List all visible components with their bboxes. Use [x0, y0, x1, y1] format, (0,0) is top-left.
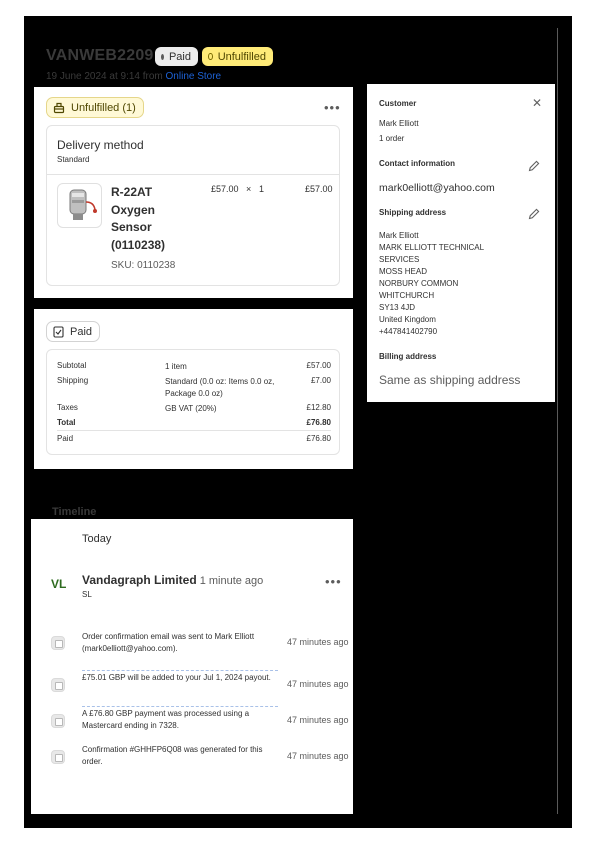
package-icon — [53, 102, 65, 114]
address-line: MOSS HEAD — [379, 267, 428, 276]
shipping-address — [379, 230, 484, 338]
timeline-event[interactable]: £75.01 GBP will be added to your Jul 1, 2024 payout. — [82, 670, 278, 684]
paid-pill — [46, 321, 100, 342]
address-line: +447841402790 — [379, 327, 438, 336]
shipping-heading: Shipping address — [379, 208, 447, 217]
row-detail: GB VAT (20%) — [165, 404, 217, 413]
order-date: 19 June 2024 at 9:14 from — [46, 71, 163, 82]
line-total: £57.00 — [305, 184, 333, 194]
unfulfilled-pill — [46, 97, 144, 118]
row-amount: £12.80 — [306, 403, 331, 412]
avatar: VL — [51, 577, 67, 591]
timeline-day: Today — [82, 533, 112, 545]
event-time: 47 minutes ago — [287, 679, 349, 689]
timeline-heading: Timeline — [52, 506, 97, 518]
address-line: SY13 4JD — [379, 303, 416, 312]
customer-heading: Customer — [379, 99, 417, 108]
row-amount: £76.80 — [306, 418, 331, 427]
customer-orders[interactable]: 1 order — [379, 134, 405, 143]
order-subtitle — [46, 71, 221, 82]
address-line: NORBURY COMMON — [379, 279, 459, 288]
oxygen-sensor-image — [58, 184, 102, 228]
timeline-card — [31, 519, 353, 814]
event-icon — [51, 750, 65, 764]
timeline-event: Order confirmation email was sent to Mark Elliott (mark0elliott@yahoo.com). — [82, 632, 255, 653]
row-label: Total — [57, 418, 76, 427]
contact-heading: Contact information — [379, 159, 455, 168]
pencil-icon[interactable] — [527, 159, 541, 173]
payment-card — [34, 309, 353, 469]
fulfillment-status-badge — [202, 47, 273, 66]
address-line: SERVICES — [379, 255, 420, 264]
address-line: WHITCHURCH — [379, 291, 435, 300]
receipt-check-icon — [53, 326, 64, 338]
event-time: 47 minutes ago — [287, 715, 349, 725]
divider — [47, 174, 339, 175]
address-line: MARK ELLIOTT TECHNICAL — [379, 243, 485, 252]
customer-name[interactable]: Mark Elliott — [379, 119, 419, 128]
row-detail: 1 item — [165, 362, 187, 371]
event-time: 47 minutes ago — [287, 751, 349, 761]
payment-status-badge — [155, 47, 198, 66]
row-label: Paid — [57, 434, 74, 443]
row-amount: £76.80 — [306, 434, 331, 443]
row-label: Shipping — [57, 376, 89, 385]
timeline-author — [82, 573, 263, 587]
sales-channel-link[interactable]: Online Store — [165, 71, 222, 82]
unfulfilled-label: Unfulfilled (1) — [71, 101, 136, 114]
product-sku: SKU: 0110238 — [111, 260, 176, 271]
row-detail: Standard (0.0 oz: Items 0.0 oz, Package 0.0 oz) — [165, 377, 275, 398]
product-name[interactable]: R-22AT Oxygen Sensor (0110238) — [111, 185, 166, 252]
ring-icon — [208, 53, 213, 60]
product-thumbnail[interactable] — [57, 183, 102, 228]
row-amount: £57.00 — [306, 361, 331, 370]
billing-heading: Billing address — [379, 352, 437, 361]
author-subtext: SL — [82, 590, 92, 599]
address-line: United Kingdom — [379, 315, 436, 324]
address-line: Mark Elliott — [379, 231, 419, 240]
dot-icon — [161, 54, 164, 60]
row-label: Subtotal — [57, 361, 87, 370]
more-horizontal-icon[interactable]: ••• — [324, 100, 341, 115]
event-icon — [51, 714, 65, 728]
author-name: Vandagraph Limited — [82, 573, 197, 587]
close-icon[interactable]: ✕ — [531, 96, 542, 110]
quantity: 1 — [259, 184, 265, 194]
row-amount: £7.00 — [310, 376, 331, 385]
timeline-event: Confirmation #GHHFP6Q08 was generated for this order. — [82, 745, 263, 766]
event-icon — [51, 636, 65, 650]
order-title: VANWEB2209 — [46, 47, 154, 64]
unfulfilled-card — [34, 87, 353, 298]
scrollbar-track[interactable] — [557, 28, 558, 814]
timeline-event[interactable]: A £76.80 GBP payment was processed using a Mastercard ending in 7328. — [82, 706, 278, 732]
paid-label: Paid — [70, 325, 93, 338]
customer-card — [367, 84, 555, 402]
pencil-icon[interactable] — [527, 207, 541, 221]
times-symbol: × — [246, 184, 252, 194]
delivery-section — [46, 125, 340, 286]
customer-email[interactable]: mark0elliott@yahoo.com — [379, 182, 495, 194]
fulfillment-status-label: Unfulfilled — [217, 50, 266, 63]
delivery-method-title: Delivery method — [57, 138, 144, 152]
divider — [57, 430, 331, 431]
event-time: 47 minutes ago — [287, 637, 349, 647]
payment-status-label: Paid — [168, 50, 191, 63]
delivery-method-value: Standard — [57, 155, 90, 164]
author-time: 1 minute ago — [199, 575, 264, 587]
row-label: Taxes — [57, 403, 78, 412]
more-horizontal-icon[interactable]: ••• — [325, 574, 342, 589]
payment-summary — [46, 349, 340, 455]
unit-price: £57.00 — [211, 184, 239, 194]
event-icon — [51, 678, 65, 692]
billing-address-value: Same as shipping address — [379, 373, 521, 387]
